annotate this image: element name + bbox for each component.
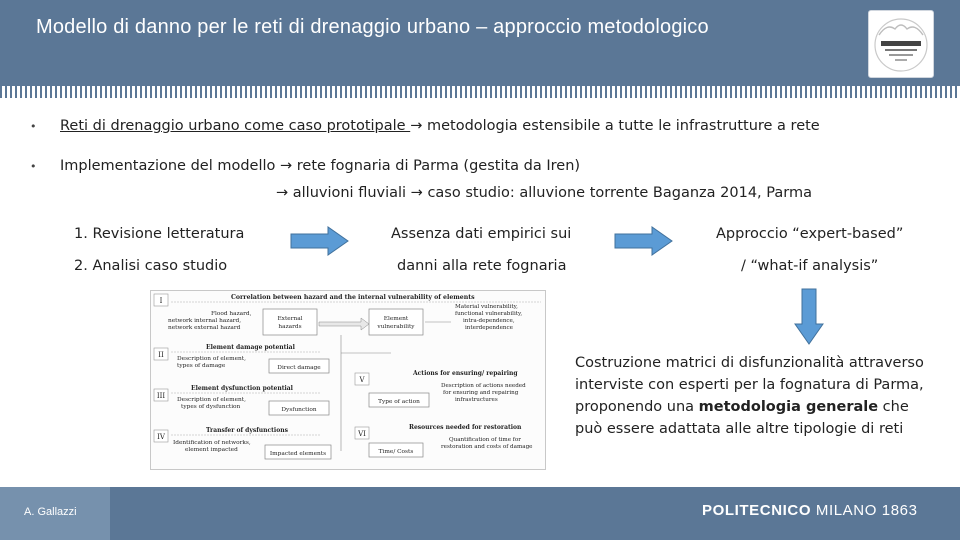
header-VI: Resources needed for restoration [409, 424, 522, 431]
type-of-action: Type of action [378, 399, 420, 405]
element-vulnerability-2: vulnerability [377, 324, 415, 330]
title-bar [0, 0, 960, 86]
expert-based-line2: / “what-if analysis” [741, 258, 879, 274]
row-marker-III: III [156, 392, 166, 400]
polimi-logo-text [702, 502, 918, 519]
header-V: Actions for ensuring/ repairing [413, 370, 518, 377]
desc-IV-1: Identification of networks, [173, 440, 251, 446]
desc-III-2: types of dysfunction [181, 404, 241, 410]
polimi-rest: MILANO 1863 [811, 502, 918, 519]
step-case-study: 2. Analisi caso studio [74, 258, 228, 274]
desc-VI-1: Quantification of time for [449, 437, 521, 443]
flood-hazard-3: network external hazard [168, 325, 241, 331]
bullet-line1: Implementazione del modello → rete fognaria di Parma (gestita da Iren) [60, 158, 581, 174]
bullet-rest-text: → metodologia estensibile a tutte le infrastrutture a rete [410, 118, 820, 134]
methodology-diagram [150, 290, 546, 470]
row-marker-IV: IV [157, 433, 165, 441]
conclusion-text [575, 352, 935, 440]
project-logo-icon [868, 10, 934, 78]
header-II: Element damage potential [206, 344, 295, 351]
down-arrow-icon [794, 288, 824, 346]
conclusion-part1: Costruzione matrici di disfunzionalità attraverso interviste con esperti per la fognatura di Parma, proponendo una [575, 355, 924, 415]
desc-IV-2: element impacted [185, 447, 238, 453]
material-vuln-4: interdependence [465, 325, 513, 331]
row-marker-V: V [359, 376, 365, 384]
polimi-bold: POLITECNICO [702, 502, 812, 519]
bullet-prototype-case [30, 118, 820, 134]
bullet-dot: • [30, 160, 37, 173]
external-hazards-1: External [277, 316, 303, 322]
desc-II-1: Description of element, [177, 356, 246, 362]
flood-hazard-1: Flood hazard, [211, 311, 252, 317]
middle-text-line2: danni alla rete fognaria [397, 258, 567, 274]
ruler-divider [0, 86, 960, 98]
direct-damage: Direct damage [277, 365, 321, 371]
author-name: A. Gallazzi [24, 506, 77, 518]
bullet-implementation-line2: → alluvioni fluviali → caso studio: alluvione torrente Baganza 2014, Parma [276, 185, 812, 201]
middle-text-line1: Assenza dati empirici sui [391, 226, 572, 242]
desc-V-2: for ensuring and repairing [443, 390, 519, 396]
expert-based-line1: Approccio “expert-based” [716, 226, 904, 242]
desc-VI-2: restoration and costs of damage [441, 444, 533, 450]
impacted-elements: Impacted elements [269, 451, 327, 457]
conclusion-bold: metodologia generale [698, 399, 879, 415]
element-vulnerability-1: Element [383, 316, 409, 322]
desc-II-2: types of damage [177, 363, 226, 369]
row-marker-VI: VI [358, 430, 366, 438]
material-vuln-1: Material vulnerability, [455, 304, 518, 310]
conclusion-part2: che può essere adattata alle altre tipologie di reti [575, 399, 909, 437]
dysfunction: Dysfunction [281, 407, 317, 413]
step-literature-review: 1. Revisione letteratura [74, 226, 245, 242]
flood-hazard-2: network internal hazard, [168, 318, 242, 324]
external-hazards-2: hazards [278, 324, 302, 330]
material-vuln-2: functional vulnerability, [455, 311, 523, 317]
header-IV: Transfer of dysfunctions [206, 427, 288, 434]
desc-III-1: Description of element, [177, 397, 246, 403]
bullet-implementation [30, 158, 580, 174]
header-III: Element dysfunction potential [191, 385, 293, 392]
right-arrow-icon [290, 226, 350, 256]
row-marker-II: II [158, 351, 164, 359]
header-I: Correlation between hazard and the internal vulnerability of elements [231, 294, 475, 301]
material-vuln-3: intra-dependence, [463, 318, 515, 324]
desc-V-3: infrastructures [455, 397, 498, 403]
row-marker-I: I [159, 297, 163, 305]
bullet-underlined-text: Reti di drenaggio urbano come caso prototipale [60, 118, 411, 134]
right-arrow-icon [614, 226, 674, 256]
time-costs: Time/ Costs [378, 449, 414, 455]
slide-title: Modello di danno per le reti di drenaggio urbano – approccio metodologico [36, 16, 709, 38]
bullet-dot: • [30, 120, 37, 133]
desc-V-1: Description of actions needed [441, 383, 526, 389]
